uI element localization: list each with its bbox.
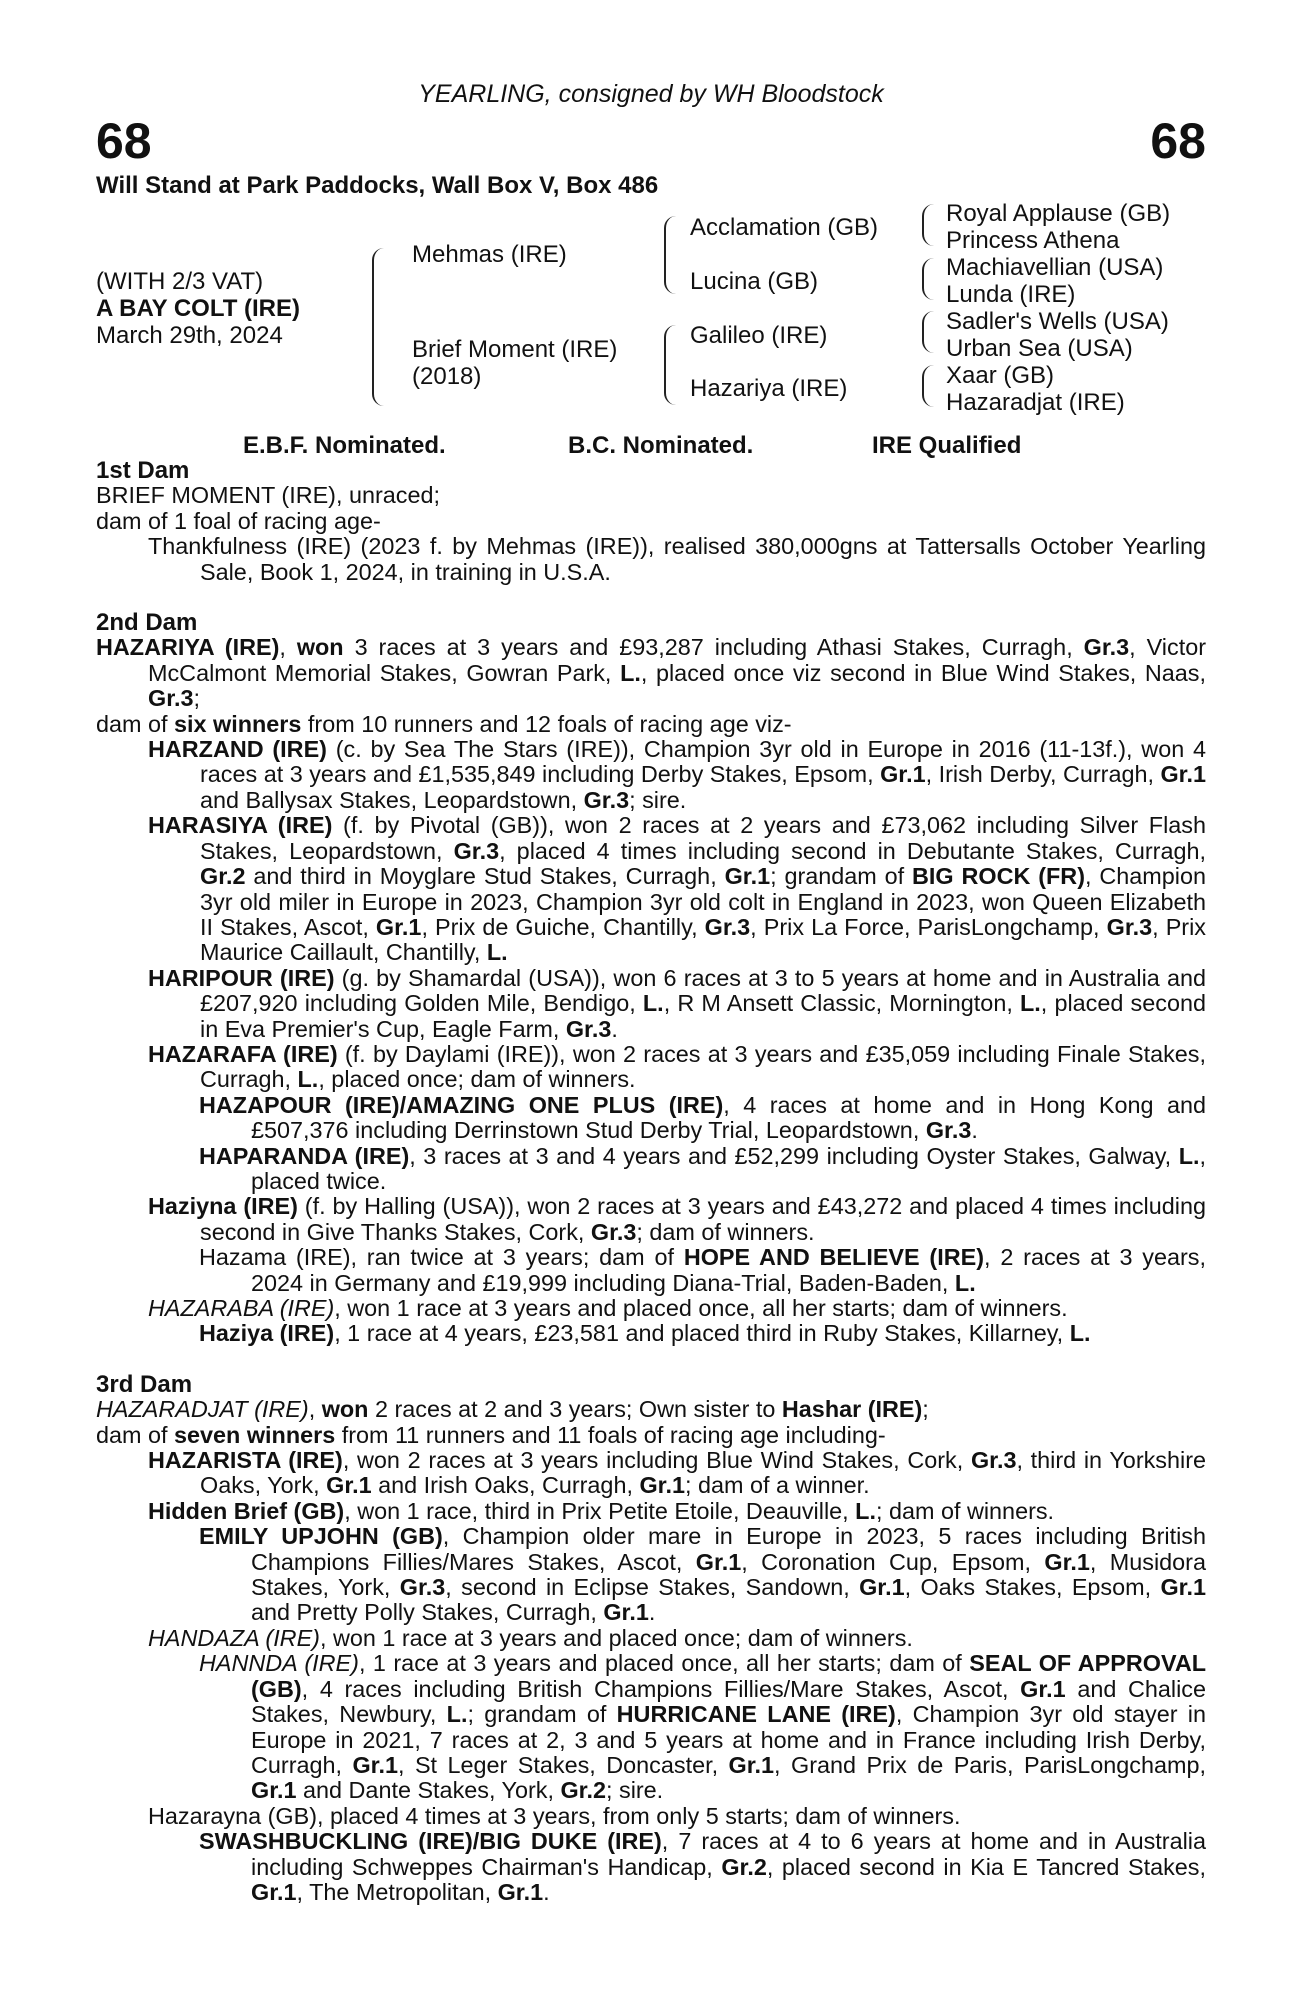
dam2-grandfoal-haparanda: HAPARANDA (IRE), 3 races at 3 and 4 years and £52,299 including Oyster Stakes, Galway, L., placed twice. bbox=[199, 1142, 1207, 1194]
produce-record bbox=[96, 458, 1206, 1905]
vat-note: (WITH 2/3 VAT) bbox=[96, 268, 264, 295]
section-title-3rd-dam: 3rd Dam bbox=[96, 1370, 193, 1398]
granddam-3: Urban Sea (USA) bbox=[946, 335, 1133, 362]
stand-location: Will Stand at Park Paddocks, Wall Box V, Box 486 bbox=[96, 172, 659, 199]
dam2-foal-haziyna: Haziyna (IRE) (f. by Halling (USA)), won 2 races at 3 years and £43,272 and placed 4 times including second in Give Thanks Stakes, Cork, Gr.3; dam of winners. bbox=[148, 1193, 1206, 1245]
brace-g2 bbox=[922, 258, 938, 300]
sire-name: Mehmas (IRE) bbox=[412, 241, 567, 268]
bc-nominated: B.C. Nominated. bbox=[568, 432, 754, 459]
dam2-summary: dam of six winners from 10 runners and 12 foals of racing age viz- bbox=[96, 710, 792, 737]
dam1-entry: BRIEF MOMENT (IRE), unraced; dam of 1 foal of racing age- bbox=[96, 482, 440, 534]
sire-sire: Acclamation (GB) bbox=[690, 214, 879, 241]
dam3-grandfoal-swashbuckling: SWASHBUCKLING (IRE)/BIG DUKE (IRE), 7 races at 4 to 6 years at home and in Australia including Schweppes Chairman's Handicap, Gr.2, placed second in Kia E Tancred Stakes, Gr.1, The Metropolitan, Gr.1. bbox=[199, 1828, 1206, 1905]
page-caption: YEARLING, consigned by WH Bloodstock bbox=[418, 80, 884, 108]
dam-name: Brief Moment (IRE) bbox=[412, 336, 618, 363]
dam2-entry: HAZARIYA (IRE), won 3 races at 3 years and £93,287 including Athasi Stakes, Curragh, Gr.3, Victor McCalmont Memorial Stakes, Gowran Park, L., placed once viz second in Blue Wind Stakes, Naas, Gr.3; bbox=[96, 634, 1207, 712]
dam-year: (2018) bbox=[412, 363, 482, 390]
dam2-foal-hazarafa: HAZARAFA (IRE) (f. by Daylami (IRE)), won 2 races at 3 years and £35,059 including Finale Stakes, Curragh, L., placed once; dam of winners. bbox=[148, 1040, 1207, 1093]
dam3-foal-handaza: HANDAZA (IRE), won 1 race at 3 years and placed once; dam of winners. bbox=[148, 1624, 913, 1651]
grandsire-3: Sadler's Wells (USA) bbox=[946, 308, 1169, 335]
brace-dam bbox=[664, 325, 680, 405]
brace-sire bbox=[664, 216, 680, 294]
dam2-grandfoal-haziya: Haziya (IRE), 1 race at 4 years, £23,581 and placed third in Ruby Stakes, Killarney, L. bbox=[199, 1320, 1091, 1347]
dam3-entry: HAZARADJAT (IRE), won 2 races at 2 and 3 years; Own sister to Hashar (IRE); bbox=[96, 1396, 929, 1423]
lot-number-left: 68 bbox=[96, 113, 152, 169]
dam2-foal-harzand: HARZAND (IRE) (c. by Sea The Stars (IRE)), Champion 3yr old in Europe in 2016 (11-13f.), won 4 races at 3 years and £1,535,849 including Derby Stakes, Epsom, Gr.1, Irish Derby, Curragh, Gr.1 and Ballysax Stakes, Leopardstown, Gr.3; sire. bbox=[148, 736, 1206, 813]
dam3-grandfoal-emily-upjohn: EMILY UPJOHN (GB), Champion older mare in Europe in 2023, 5 races including British Champions Fillies/Mares Stakes, Ascot, Gr.1, Coronation Cup, Epsom, Gr.1, Musidora Stakes, York, Gr.3, second in Eclipse Stakes, Sandown, Gr.1, Oaks Stakes, Epsom, Gr.1 and Pretty Polly Stakes, Curragh, Gr.1. bbox=[199, 1523, 1207, 1626]
foaling-date: March 29th, 2024 bbox=[96, 322, 283, 349]
dam2-foal-haripour: HARIPOUR (IRE) (g. by Shamardal (USA)), won 6 races at 3 to 5 years at home and in Australia and £207,920 including Golden Mile, Bendigo, L., R M Ansett Classic, Mornington, L., placed second in Eva Premier's Cup, Eagle Farm, Gr.3. bbox=[148, 964, 1206, 1042]
sire-dam: Lucina (GB) bbox=[690, 268, 819, 295]
dam3-summary: dam of seven winners from 11 runners and 11 foals of racing age including- bbox=[96, 1421, 886, 1448]
dam-dam: Hazariya (IRE) bbox=[690, 375, 848, 402]
granddam-4: Hazaradjat (IRE) bbox=[946, 389, 1125, 416]
dam3-foal-hidden-brief: Hidden Brief (GB), won 1 race, third in Prix Petite Etoile, Deauville, L.; dam of winners. bbox=[148, 1497, 1055, 1524]
grandsire-1: Royal Applause (GB) bbox=[946, 200, 1171, 227]
dam2-grandfoal-hazama: Hazama (IRE), ran twice at 3 years; dam of HOPE AND BELIEVE (IRE), 2 races at 3 years, 2024 in Germany and £19,999 including Diana-Trial, Baden-Baden, L. bbox=[199, 1244, 1206, 1296]
dam1-foal-1: Thankfulness (IRE) (2023 f. by Mehmas (IRE)), realised 380,000gns at Tattersalls October Yearling Sale, Book 1, 2024, in training in U.S.A. bbox=[148, 533, 1206, 585]
dam2-grandfoal-hazapour: HAZAPOUR (IRE)/AMAZING ONE PLUS (IRE), 4 races at home and in Hong Kong and £507,376 including Derrinstown Stud Derby Trial, Leopardstown, Gr.3. bbox=[199, 1091, 1206, 1144]
lot-number-right: 68 bbox=[1150, 113, 1206, 169]
dam3-foal-hazarayna: Hazarayna (GB), placed 4 times at 3 years, from only 5 starts; dam of winners. bbox=[148, 1802, 961, 1829]
ebf-nominated: E.B.F. Nominated. bbox=[243, 432, 446, 459]
granddam-2: Lunda (IRE) bbox=[946, 281, 1076, 308]
brace-g3 bbox=[922, 311, 938, 353]
grandsire-4: Xaar (GB) bbox=[946, 362, 1055, 389]
brace-g4 bbox=[922, 365, 938, 407]
dam3-grandfoal-hannda: HANNDA (IRE), 1 race at 3 years and placed once, all her starts; dam of SEAL OF APPROVAL (GB), 4 races including British Champions Fillies/Mare Stakes, Ascot, Gr.1 and Chalice Stakes, Newbury, L.; grandam of HURRICANE LANE (IRE), Champion 3yr old stayer in Europe in 2021, 7 races at 2, 3 and 5 years at home and in France including Irish Derby, Curragh, Gr.1, St Leger Stakes, Doncaster, Gr.1, Grand Prix de Paris, ParisLongchamp, Gr.1 and Dante Stakes, York, Gr.2; sire. bbox=[199, 1650, 1207, 1804]
dam-sire: Galileo (IRE) bbox=[690, 322, 828, 349]
grandsire-2: Machiavellian (USA) bbox=[946, 254, 1164, 281]
dam2-foal-harasiya: HARASIYA (IRE) (f. by Pivotal (GB)), won 2 races at 2 years and £73,062 including Silver Flash Stakes, Leopardstown, Gr.3, placed 4 times including second in Debutante Stakes, Curragh, Gr.2 and third in Moyglare Stud Stakes, Curragh, Gr.1; grandam of BIG ROCK (FR), Champion 3yr old miler in Europe in 2023, Champion 3yr old colt in England in 2023, won Queen Elizabeth II Stakes, Ascot, Gr.1, Prix de Guiche, Chantilly, Gr.3, Prix La Force, ParisLongchamp, Gr.3, Prix Maurice Caillault, Chantilly, L. bbox=[148, 812, 1206, 966]
ire-qualified: IRE Qualified bbox=[872, 432, 1022, 459]
section-title-2nd-dam: 2nd Dam bbox=[96, 609, 198, 637]
dam3-foal-hazarista: HAZARISTA (IRE), won 2 races at 3 years including Blue Wind Stakes, Cork, Gr.3, third in Yorkshire Oaks, York, Gr.1 and Irish Oaks, Curragh, Gr.1; dam of a winner. bbox=[148, 1447, 1206, 1499]
horse-name: A BAY COLT (IRE) bbox=[96, 295, 301, 322]
brace-parents bbox=[372, 248, 388, 406]
catalogue-page bbox=[96, 0, 1206, 2000]
granddam-1: Princess Athena bbox=[946, 227, 1120, 254]
brace-g1 bbox=[922, 204, 938, 246]
dam2-foal-hazaraba: HAZARABA (IRE), won 1 race at 3 years and placed once, all her starts; dam of winners. bbox=[148, 1295, 1068, 1321]
pedigree-table bbox=[96, 200, 1206, 425]
section-title-1st-dam: 1st Dam bbox=[96, 457, 190, 484]
